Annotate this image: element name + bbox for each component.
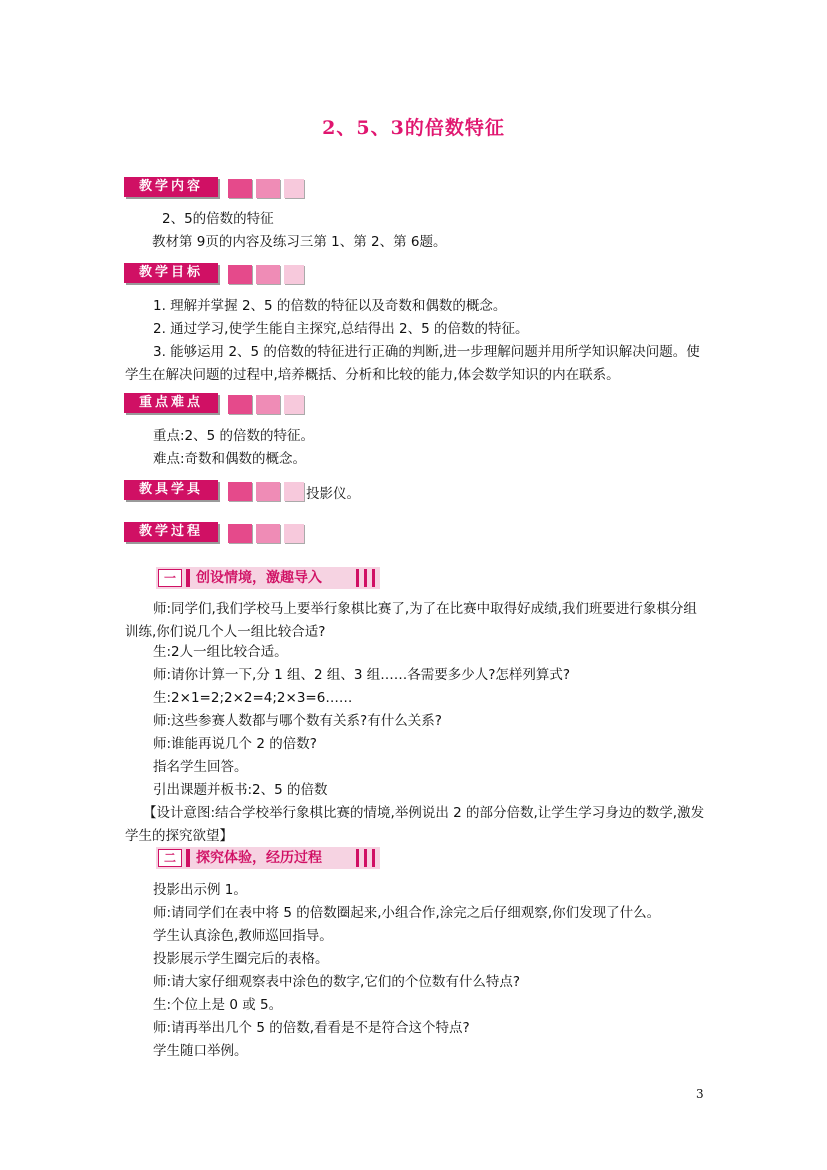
content-line: 教材第 9页的内容及练习三第 1、第 2、第 6题。 — [152, 234, 447, 250]
goal-item: 1. 理解并掌握 2、5 的倍数的特征以及奇数和偶数的概念。 — [153, 298, 507, 314]
decor-square — [256, 265, 280, 284]
decor-square — [228, 524, 252, 543]
difficult-point: 难点:奇数和偶数的概念。 — [153, 451, 307, 467]
subsection-title: 探究体验，经历过程 — [196, 850, 322, 866]
dialogue-line: 师:这些参赛人数都与哪个数有关系?有什么关系? — [153, 713, 442, 729]
dialogue-line: 师:谁能再说几个 2 的倍数? — [153, 736, 317, 752]
decor-square — [228, 482, 252, 501]
decor-square — [284, 524, 304, 543]
tools-text: 投影仪。 — [306, 486, 360, 502]
subsection-header-2 — [156, 847, 380, 869]
dialogue-paragraph: 师:同学们,我们学校马上要举行象棋比赛了,为了在比赛中取得好成绩,我们班要进行象棋分组训练,你们说几个人一组比较合适? — [125, 601, 697, 640]
dialogue-line: 师:请再举出几个 5 的倍数,看看是不是符合这个特点? — [153, 1020, 470, 1036]
dialogue-line: 学生随口举例。 — [153, 1043, 248, 1059]
dialogue-line: 投影出示例 1。 — [153, 882, 247, 898]
decor-bar — [356, 569, 359, 587]
dialogue-line: 学生认真涂色,教师巡回指导。 — [153, 928, 333, 944]
design-intent: 【设计意图:结合学校举行象棋比赛的情境,举例说出 2 的部分倍数,让学生学习身边的数学,激发学生的探究欲望】 — [125, 805, 705, 844]
dialogue-line: 师:请同学们在表中将 5 的倍数圈起来,小组合作,涂完之后仔细观察,你们发现了什么。 — [153, 905, 661, 921]
section-label: 教学过程 — [124, 522, 218, 542]
dialogue-line: 指名学生回答。 — [153, 759, 248, 775]
goal-item: 3. 能够运用 2、5 的倍数的特征进行正确的判断,进一步理解问题并用所学知识解决问题。使学生在解决问题的过程中,培养概括、分析和比较的能力,体会数学知识的内在联系。 — [125, 344, 700, 383]
decor-square — [284, 179, 304, 198]
dialogue-line: 投影展示学生圈完后的表格。 — [153, 951, 329, 967]
subsection-title: 创设情境，激趣导入 — [196, 570, 322, 586]
dialogue-line: 生:个位上是 0 或 5。 — [153, 997, 283, 1013]
dialogue-line: 生:2人一组比较合适。 — [153, 644, 288, 660]
section-label: 教具学具 — [124, 480, 218, 500]
key-point: 重点:2、5 的倍数的特征。 — [153, 428, 315, 444]
dialogue-line: 引出课题并板书:2、5 的倍数 — [153, 782, 328, 798]
section-label: 重点难点 — [124, 393, 218, 413]
dialogue-line: 师:请你计算一下,分 1 组、2 组、3 组……各需要多少人?怎样列算式? — [153, 667, 571, 683]
dialogue-line: 生:2×1=2;2×2=4;2×3=6…… — [153, 690, 353, 706]
decor-bar — [372, 849, 375, 867]
section-label: 教学内容 — [124, 177, 218, 197]
decor-square — [256, 179, 280, 198]
decor-square — [256, 482, 280, 501]
dialogue-line: 师:请大家仔细观察表中涂色的数字,它们的个位数有什么特点? — [153, 974, 521, 990]
goal-item: 2. 通过学习,使学生能自主探究,总结得出 2、5 的倍数的特征。 — [153, 321, 529, 337]
page-title: 2、5、3的倍数特征 — [322, 117, 505, 139]
decor-bar — [364, 849, 367, 867]
decor-square — [256, 524, 280, 543]
subsection-header-1 — [156, 567, 380, 589]
section-label: 教学目标 — [124, 263, 218, 283]
decor-square — [284, 395, 304, 414]
decor-square — [284, 482, 304, 501]
decor-bar — [356, 849, 359, 867]
decor-bar — [364, 569, 367, 587]
decor-bar — [186, 569, 190, 587]
subsection-number: 一 — [158, 569, 182, 587]
decor-square — [284, 265, 304, 284]
decor-bar — [372, 569, 375, 587]
decor-bar — [186, 849, 190, 867]
subsection-number: 二 — [158, 849, 182, 867]
decor-square — [228, 179, 252, 198]
decor-square — [228, 265, 252, 284]
decor-square — [256, 395, 280, 414]
content-line: 2、5的倍数的特征 — [162, 211, 274, 227]
page-number: 3 — [696, 1087, 704, 1101]
decor-square — [228, 395, 252, 414]
